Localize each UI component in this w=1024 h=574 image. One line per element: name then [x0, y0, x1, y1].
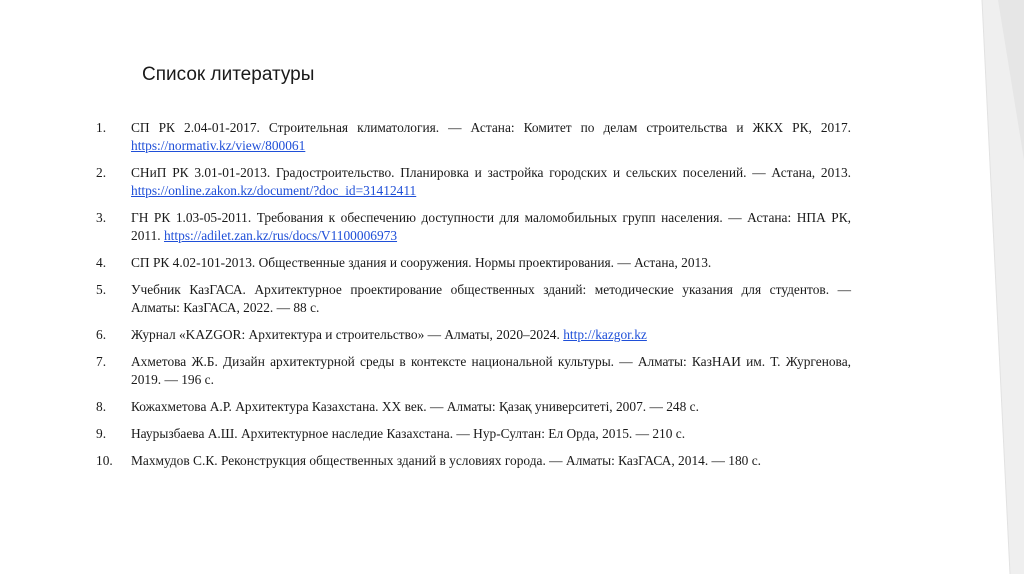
reference-link[interactable]: http://kazgor.kz [563, 327, 647, 342]
reference-item [96, 326, 851, 344]
reference-item [96, 254, 851, 272]
reference-text: Махмудов С.К. Реконструкция общественных зданий в условиях города. — Алматы: КазГАСА, 2014. — 180 с. [131, 453, 761, 468]
reference-item [96, 398, 851, 416]
reference-text: СП РК 4.02-101-2013. Общественные здания и сооружения. Нормы проектирования. — Астана, 2013. [131, 255, 712, 270]
reference-number: 6. [96, 327, 107, 342]
reference-number: 7. [96, 354, 107, 369]
reference-text: СП РК 2.04-01-2017. Строительная климатология. — Астана: Комитет по делам строительства и ЖКХ РК, 2017. [131, 120, 851, 135]
reference-text: Ахметова Ж.Б. Дизайн архитектурной среды в контексте национальной культуры. — Алматы: КазНАИ им. Т. Жургенова, 2019. — 196 с. [131, 354, 851, 387]
reference-link[interactable]: https://online.zakon.kz/document/?doc_id=31412411 [131, 183, 417, 198]
page-title: Список литературы [142, 64, 315, 85]
reference-number: 9. [96, 426, 107, 441]
reference-number: 3. [96, 210, 107, 225]
reference-number: 2. [96, 165, 107, 180]
reference-text: СНиП РК 3.01-01-2013. Градостроительство. Планировка и застройка городских и сельских поселений. — Астана, 2013. [131, 165, 851, 180]
reference-link[interactable]: https://adilet.zan.kz/rus/docs/V1100006973 [163, 228, 398, 243]
reference-text: Учебник КазГАСА. Архитектурное проектирование общественных зданий: методические указания для студентов. — Алматы: КазГАСА, 2022. — 88 с. [131, 282, 851, 315]
reference-number: 10. [96, 453, 113, 468]
reference-number: 8. [96, 399, 107, 414]
reference-list [96, 119, 851, 479]
reference-item [96, 425, 851, 443]
reference-link[interactable]: https://normativ.kz/view/800061 [131, 138, 306, 153]
reference-number: 4. [96, 255, 107, 270]
reference-item [96, 209, 851, 245]
reference-item [96, 452, 851, 470]
reference-text: Журнал «KAZGOR: Архитектура и строительство» — Алматы, 2020–2024. [131, 327, 564, 342]
reference-number: 1. [96, 120, 107, 135]
decorative-corner-shape [964, 0, 1024, 574]
reference-text: ГН РК 1.03-05-2011. Требования к обеспечению доступности для маломобильных групп населения. — Астана: НПА РК, 2011. [131, 210, 851, 243]
reference-text: Наурызбаева А.Ш. Архитектурное наследие Казахстана. — Нур-Султан: Ел Орда, 2015. — 210 с. [131, 426, 686, 441]
reference-item [96, 281, 851, 317]
reference-text: Кожахметова А.Р. Архитектура Казахстана. XX век. — Алматы: Қазақ университеті, 2007. — 248 с. [131, 399, 699, 414]
reference-item [96, 164, 851, 200]
reference-number: 5. [96, 282, 107, 297]
reference-item [96, 119, 851, 155]
reference-item [96, 353, 851, 389]
